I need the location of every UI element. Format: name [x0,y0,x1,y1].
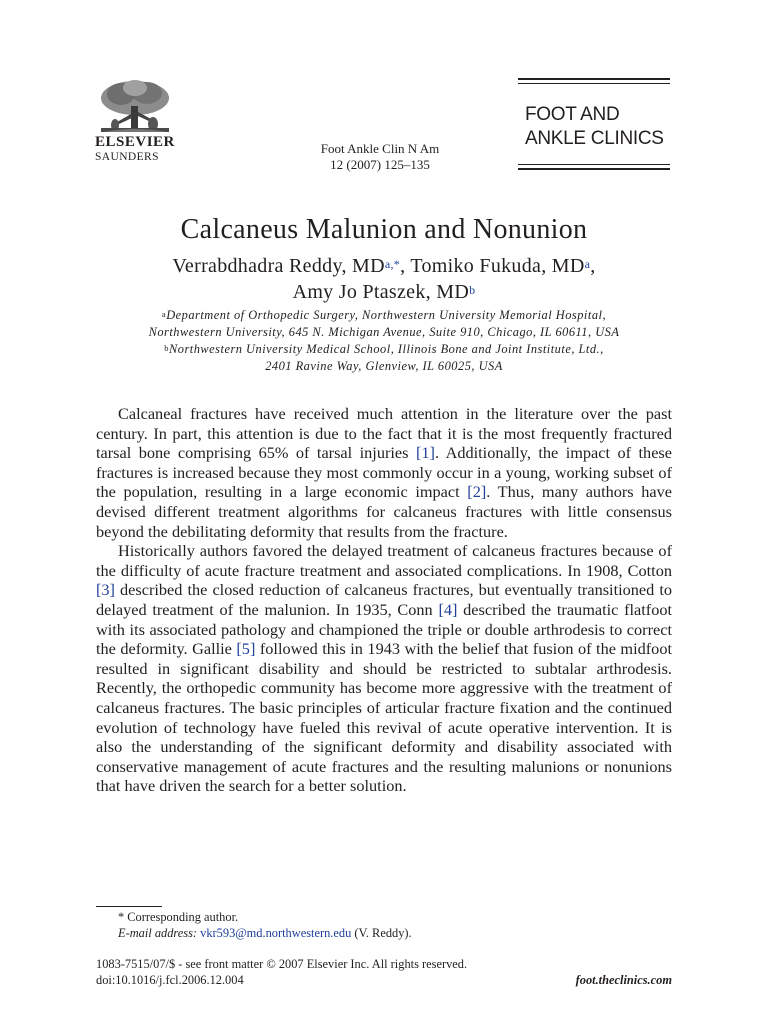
logo-rule [518,164,670,165]
author-line-1: Verrabdhadra Reddy, $MD^{a,*}$, Tomiko Fukuda, $MD^a$, [172,255,596,277]
citation-journal: Foot Ankle Clin N Am [320,141,440,156]
journal-logo [518,78,670,174]
copyright-line: 1083-7515/07/$ - see front matter © 2007 Elsevier Inc. All rights reserved. [96,957,468,971]
journal-website[interactable]: foot.theclinics.com [575,973,672,987]
logo-saunders-text: SAUNDERS [95,151,159,163]
author-affiliation-mark[interactable]: a,* [384,257,401,271]
affiliation-b: $^b$Northwestern University Medical School, Illinois Bone and Joint Institute, Ltd., [164,342,604,356]
reference-link[interactable]: [2] [467,482,487,502]
email-note: E-mail address: vkr593@md.northwestern.edu (V. Reddy). [118,926,412,940]
affiliation-b-address: 2401 Ravine Way, Glenview, IL 60025, USA [265,359,503,373]
affiliations [0,307,768,375]
email-link[interactable]: vkr593@md.northwestern.edu [200,926,352,940]
affiliation-a-address: Northwestern University, 645 N. Michigan Avenue, Suite 910, Chicago, IL 60611, USA [148,325,620,339]
body-paragraph: Historically authors favored the delayed treatment of calcaneus fractures because of the difficulty of acute fracture treatment and associated complications. In 1908, Cotton [3] described the closed reduction of calcaneus fractures, but eventually transitioned to delayed treatment of the malunion. In 1935, Conn [4] described the traumatic flatfoot with its associated pathology and championed the triple or double arthrodesis to correct the deformity. Gallie [5] followed this in 1943 with the belief that fusion of the midfoot resulted in significant disability and should be restricted to subtalar arthrodesis. Recently, the orthopedic community has become more aggressive with the treatment of calcaneus fractures. The basic principles of articular fracture fixation and the continued evolution of technology have fueled this revival of acute operative intervention. It is also the understanding of the significant deformity and disability associated with conservative management of acute fractures and the resulting malunions or nonunions that have driven the search for a better solution. [96,541,673,796]
citation-volume: 12 (2007) 125–135 [330,157,430,172]
author-line-2 [0,279,768,305]
author-name: Tomiko Fukuda, MD [410,255,585,277]
journal-logo-text [525,103,664,151]
article-title: Calcaneus Malunion and Nonunion [180,214,588,245]
footnote [118,909,678,941]
logo-rule [518,78,670,80]
logo-elsevier-text: ELSEVIER [95,134,175,150]
logo-rule [518,168,670,170]
doi-line: doi:10.1016/j.fcl.2006.12.004 [96,973,244,987]
reference-link[interactable]: [4] [438,599,458,619]
reference-link[interactable]: [3] [96,580,115,600]
reference-link[interactable]: [1] [415,443,435,463]
author-affiliation-mark[interactable]: b [469,283,476,297]
author-list [0,253,768,305]
author-name: Amy Jo Ptaszek, MD [292,281,470,303]
elsevier-tree-icon [95,78,175,134]
journal-logo-line2: ANKLE CLINICS [525,128,664,149]
footnote-rule [96,906,162,907]
affiliation-a: $^a$Department of Orthopedic Surgery, Northwestern University Memorial Hospital, [161,308,607,322]
article-body [96,404,672,796]
author-affiliation-mark[interactable]: a [584,257,591,271]
logo-rule [518,83,670,84]
publisher-logo [95,78,175,164]
body-paragraph: Calcaneal fractures have received much attention in the literature over the past century. In part, this attention is due to the fact that it is the most frequently fractured tarsal bone comprising 65% of tarsal injuries [1]. Additionally, the impact of these fractures is increased because they most commonly occur in a young, working subset of the population, resulting in a large economic impact [2]. Thus, many authors have devised different treatment algorithms for calcaneus fractures with little consensus beyond the debilitating deformity that results from the fracture. [96,404,672,541]
reference-link[interactable]: [5] [236,639,256,659]
journal-logo-line1: FOOT AND [525,104,620,125]
corresponding-author-note: * Corresponding author. [118,910,239,924]
author-name: Verrabdhadra Reddy, MD [172,255,385,277]
journal-citation [280,141,480,173]
